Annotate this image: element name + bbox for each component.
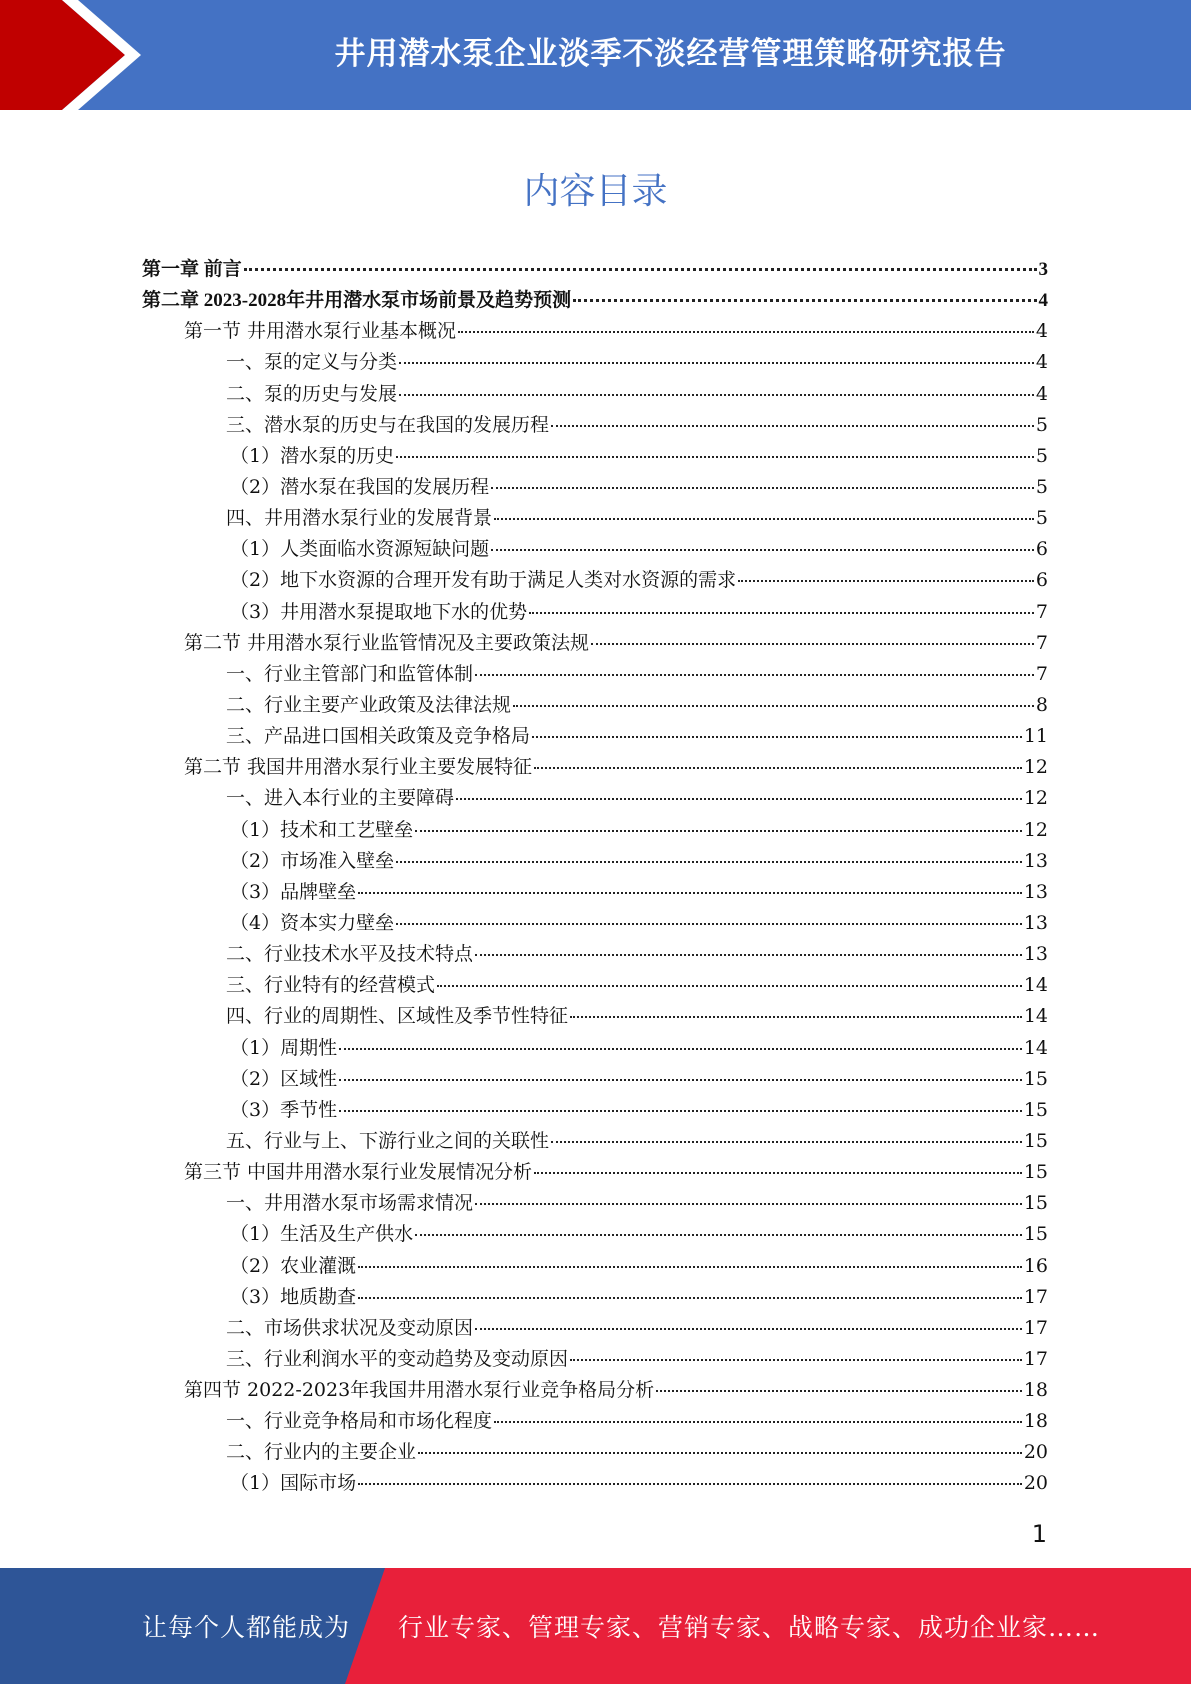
toc-entry-page: 18 <box>1023 1379 1048 1402</box>
header-banner <box>0 0 1191 110</box>
toc-entry-page: 5 <box>1035 413 1048 436</box>
page-number: 1 <box>1031 1520 1047 1548</box>
toc-entry-page: 17 <box>1023 1316 1048 1339</box>
toc-entry-title: 第二节 井用潜水泵行业监管情况及主要政策法规 <box>184 631 590 654</box>
toc-entry[interactable] <box>142 846 1048 877</box>
toc-entry-page: 17 <box>1023 1285 1048 1308</box>
toc-entry[interactable] <box>142 970 1048 1001</box>
toc-entry[interactable] <box>142 721 1048 752</box>
toc-entry-title: 一、行业主管部门和监管体制 <box>226 662 474 685</box>
toc-entry-page: 14 <box>1023 1036 1048 1059</box>
toc-entry-page: 17 <box>1023 1347 1048 1370</box>
toc-dot-leader <box>339 1109 1022 1112</box>
toc-entry[interactable] <box>142 1468 1048 1499</box>
toc-dot-leader <box>534 766 1022 769</box>
toc-dot-leader <box>570 1358 1022 1361</box>
toc-entry[interactable] <box>142 1375 1048 1406</box>
toc-entry-title: 第二章 2023-2028年井用潜水泵市场前景及趋势预测 <box>142 290 572 312</box>
toc-dot-leader <box>396 455 1034 458</box>
toc-entry-page: 14 <box>1023 974 1048 997</box>
toc-dot-leader <box>396 860 1022 863</box>
toc-dot-leader <box>475 673 1034 676</box>
toc-dot-leader <box>456 797 1022 800</box>
toc-entry-page: 5 <box>1035 444 1048 467</box>
toc-dot-leader <box>339 1047 1022 1050</box>
toc-entry[interactable] <box>142 690 1048 721</box>
toc-entry-title: 二、泵的历史与发展 <box>226 382 398 405</box>
footer-banner <box>0 1568 1191 1684</box>
toc-entry[interactable] <box>142 316 1048 347</box>
toc-entry-page: 15 <box>1023 1129 1048 1152</box>
toc-entry-title: 四、井用潜水泵行业的发展背景 <box>226 507 493 530</box>
toc-entry-title: （4）资本实力壁垒 <box>230 911 395 934</box>
toc-entry-title: （1）潜水泵的历史 <box>230 444 395 467</box>
toc-entry-page: 11 <box>1023 725 1048 748</box>
toc-entry-title: 五、行业与上、下游行业之间的关联性 <box>226 1129 550 1152</box>
toc-entry-page: 8 <box>1035 693 1048 716</box>
toc-dot-leader <box>244 267 1037 271</box>
toc-entry-title: （2）区域性 <box>230 1067 338 1090</box>
toc-entry[interactable] <box>142 503 1048 534</box>
toc-dot-leader <box>475 1327 1022 1330</box>
footer-slogan-left: 让每个人都能成为 <box>142 1613 351 1642</box>
toc-entry-page: 13 <box>1023 849 1048 872</box>
toc-entry-title: （2）地下水资源的合理开发有助于满足人类对水资源的需求 <box>230 569 737 592</box>
toc-entry-page: 14 <box>1023 1005 1048 1028</box>
header-arrow-decoration <box>0 0 180 110</box>
toc-entry-title: 一、泵的定义与分类 <box>226 351 398 374</box>
toc-entry[interactable] <box>142 628 1048 659</box>
toc-entry-page: 15 <box>1023 1098 1048 1121</box>
toc-dot-leader <box>358 1265 1022 1268</box>
toc-entry-title: （2）市场准入壁垒 <box>230 849 395 872</box>
toc-dot-leader <box>491 486 1034 489</box>
toc-entry-title: 二、行业主要产业政策及法律法规 <box>226 693 512 716</box>
toc-entry-page: 7 <box>1035 662 1048 685</box>
toc-entry[interactable] <box>142 1001 1048 1032</box>
toc-entry[interactable] <box>142 1219 1048 1250</box>
toc-entry-title: （1）周期性 <box>230 1036 338 1059</box>
toc-entry-page: 15 <box>1023 1161 1048 1184</box>
toc-entry[interactable] <box>142 659 1048 690</box>
toc-entry-title: （3）地质勘查 <box>230 1285 357 1308</box>
toc-dot-leader <box>415 829 1022 832</box>
toc-entry-page: 15 <box>1023 1067 1048 1090</box>
toc-entry[interactable] <box>142 379 1048 410</box>
toc-entry[interactable] <box>142 1437 1048 1468</box>
toc-entry[interactable] <box>142 815 1048 846</box>
toc-entry-title: （2）潜水泵在我国的发展历程 <box>230 475 490 498</box>
toc-entry-page: 15 <box>1023 1223 1048 1246</box>
toc-entry-page: 13 <box>1023 911 1048 934</box>
toc-dot-leader <box>437 984 1022 987</box>
toc-entry[interactable] <box>142 410 1048 441</box>
toc-dot-leader <box>551 424 1034 427</box>
toc-entry-title: （3）井用潜水泵提取地下水的优势 <box>230 600 528 623</box>
toc-entry[interactable] <box>142 1406 1048 1437</box>
toc-entry-page: 3 <box>1038 259 1048 280</box>
toc-entry-page: 4 <box>1035 382 1048 405</box>
toc-entry[interactable] <box>142 254 1048 285</box>
toc-entry-title: 三、行业利润水平的变动趋势及变动原因 <box>226 1347 569 1370</box>
toc-entry[interactable] <box>142 1344 1048 1375</box>
toc-entry[interactable] <box>142 1157 1048 1188</box>
toc-entry-title: 第一章 前言 <box>142 259 242 280</box>
toc-entry-page: 13 <box>1023 880 1048 903</box>
toc-entry[interactable] <box>142 347 1048 378</box>
toc-entry[interactable] <box>142 939 1048 970</box>
toc-entry-page: 7 <box>1035 631 1048 654</box>
toc-entry-title: 三、行业特有的经营模式 <box>226 974 436 997</box>
toc-entry-title: 第三节 中国井用潜水泵行业发展情况分析 <box>184 1161 533 1184</box>
toc-entry-page: 18 <box>1023 1410 1048 1433</box>
toc-dot-leader <box>358 1296 1022 1299</box>
toc-dot-leader <box>551 1140 1022 1143</box>
toc-dot-leader <box>475 1202 1022 1205</box>
toc-entry[interactable] <box>142 285 1048 316</box>
toc-entry[interactable] <box>142 877 1048 908</box>
toc-entry[interactable] <box>142 472 1048 503</box>
toc-entry-title: 第二节 我国井用潜水泵行业主要发展特征 <box>184 756 533 779</box>
toc-entry[interactable] <box>142 1064 1048 1095</box>
toc-dot-leader <box>656 1389 1022 1392</box>
toc-entry-page: 13 <box>1023 943 1048 966</box>
toc-entry-title: （1）国际市场 <box>230 1472 357 1495</box>
toc-entry-title: （1）人类面临水资源短缺问题 <box>230 538 490 561</box>
toc-dot-leader <box>399 393 1034 396</box>
toc-entry-page: 5 <box>1035 475 1048 498</box>
toc-entry-title: （1）技术和工艺壁垒 <box>230 818 414 841</box>
toc-dot-leader <box>399 361 1034 364</box>
toc-dot-leader <box>738 579 1034 582</box>
toc-dot-leader <box>573 298 1036 302</box>
report-title: 井用潜水泵企业淡季不淡经营管理策略研究报告 <box>334 35 1007 72</box>
toc-entry-title: 第四节 2022-2023年我国井用潜水泵行业竞争格局分析 <box>184 1379 655 1402</box>
toc-entry[interactable] <box>142 752 1048 783</box>
footer-slogan-right: 行业专家、管理专家、营销专家、战略专家、成功企业家…… <box>398 1613 1101 1642</box>
toc-entry[interactable] <box>142 908 1048 939</box>
toc-entry[interactable] <box>142 1313 1048 1344</box>
toc-entry-title: 二、行业内的主要企业 <box>226 1441 417 1464</box>
toc-entry-title: 二、市场供求状况及变动原因 <box>226 1316 474 1339</box>
toc-entry-title: 一、行业竞争格局和市场化程度 <box>226 1410 493 1433</box>
toc-entry[interactable] <box>142 597 1048 628</box>
toc-dot-leader <box>358 891 1022 894</box>
toc-dot-leader <box>396 922 1022 925</box>
toc-dot-leader <box>418 1451 1022 1454</box>
toc-dot-leader <box>339 1078 1022 1081</box>
toc-dot-leader <box>532 735 1022 738</box>
toc-dot-leader <box>458 330 1034 333</box>
toc-entry-page: 5 <box>1035 507 1048 530</box>
toc-entry-page: 4 <box>1038 290 1048 312</box>
toc-entry[interactable] <box>142 1188 1048 1219</box>
toc-entry-page: 12 <box>1023 818 1048 841</box>
toc-entry[interactable] <box>142 1095 1048 1126</box>
toc-entry-page: 6 <box>1035 569 1048 592</box>
toc-entry-title: 四、行业的周期性、区域性及季节性特征 <box>226 1005 569 1028</box>
toc-entry[interactable] <box>142 565 1048 596</box>
toc-entry-title: （1）生活及生产供水 <box>230 1223 414 1246</box>
toc-entry[interactable] <box>142 1251 1048 1282</box>
toc-dot-leader <box>534 1171 1022 1174</box>
toc-dot-leader <box>513 704 1034 707</box>
toc-entry-title: 第一节 井用潜水泵行业基本概况 <box>184 320 457 343</box>
toc-heading: 内容目录 <box>523 171 668 212</box>
toc-dot-leader <box>415 1233 1022 1236</box>
toc-entry[interactable] <box>142 1126 1048 1157</box>
toc-entry-title: 三、产品进口国相关政策及竞争格局 <box>226 725 531 748</box>
toc-dot-leader <box>358 1482 1022 1485</box>
toc-entry-page: 20 <box>1023 1472 1048 1495</box>
toc-entry[interactable] <box>142 1033 1048 1064</box>
toc-dot-leader <box>494 517 1034 520</box>
toc-entry-page: 12 <box>1023 787 1048 810</box>
toc-entry-page: 12 <box>1023 756 1048 779</box>
toc-entry[interactable] <box>142 441 1048 472</box>
toc-entry-title: （3）季节性 <box>230 1098 338 1121</box>
toc-dot-leader <box>491 548 1034 551</box>
toc-dot-leader <box>591 642 1034 645</box>
toc-entry-page: 4 <box>1035 351 1048 374</box>
toc-entry-page: 6 <box>1035 538 1048 561</box>
toc-entry-page: 7 <box>1035 600 1048 623</box>
toc-entry-title: 二、行业技术水平及技术特点 <box>226 943 474 966</box>
toc-dot-leader <box>529 611 1034 614</box>
table-of-contents <box>142 254 1048 1500</box>
toc-entry[interactable] <box>142 783 1048 814</box>
toc-entry-title: （3）品牌壁垒 <box>230 880 357 903</box>
toc-entry-title: 一、进入本行业的主要障碍 <box>226 787 455 810</box>
toc-entry-page: 20 <box>1023 1441 1048 1464</box>
toc-entry[interactable] <box>142 1282 1048 1313</box>
toc-entry-page: 15 <box>1023 1192 1048 1215</box>
toc-entry-title: （2）农业灌溉 <box>230 1254 357 1277</box>
toc-entry-page: 16 <box>1023 1254 1048 1277</box>
toc-dot-leader <box>494 1420 1022 1423</box>
toc-entry-title: 一、井用潜水泵市场需求情况 <box>226 1192 474 1215</box>
toc-dot-leader <box>570 1015 1022 1018</box>
toc-entry[interactable] <box>142 534 1048 565</box>
toc-entry-page: 4 <box>1035 320 1048 343</box>
toc-entry-title: 三、潜水泵的历史与在我国的发展历程 <box>226 413 550 436</box>
toc-dot-leader <box>475 953 1022 956</box>
